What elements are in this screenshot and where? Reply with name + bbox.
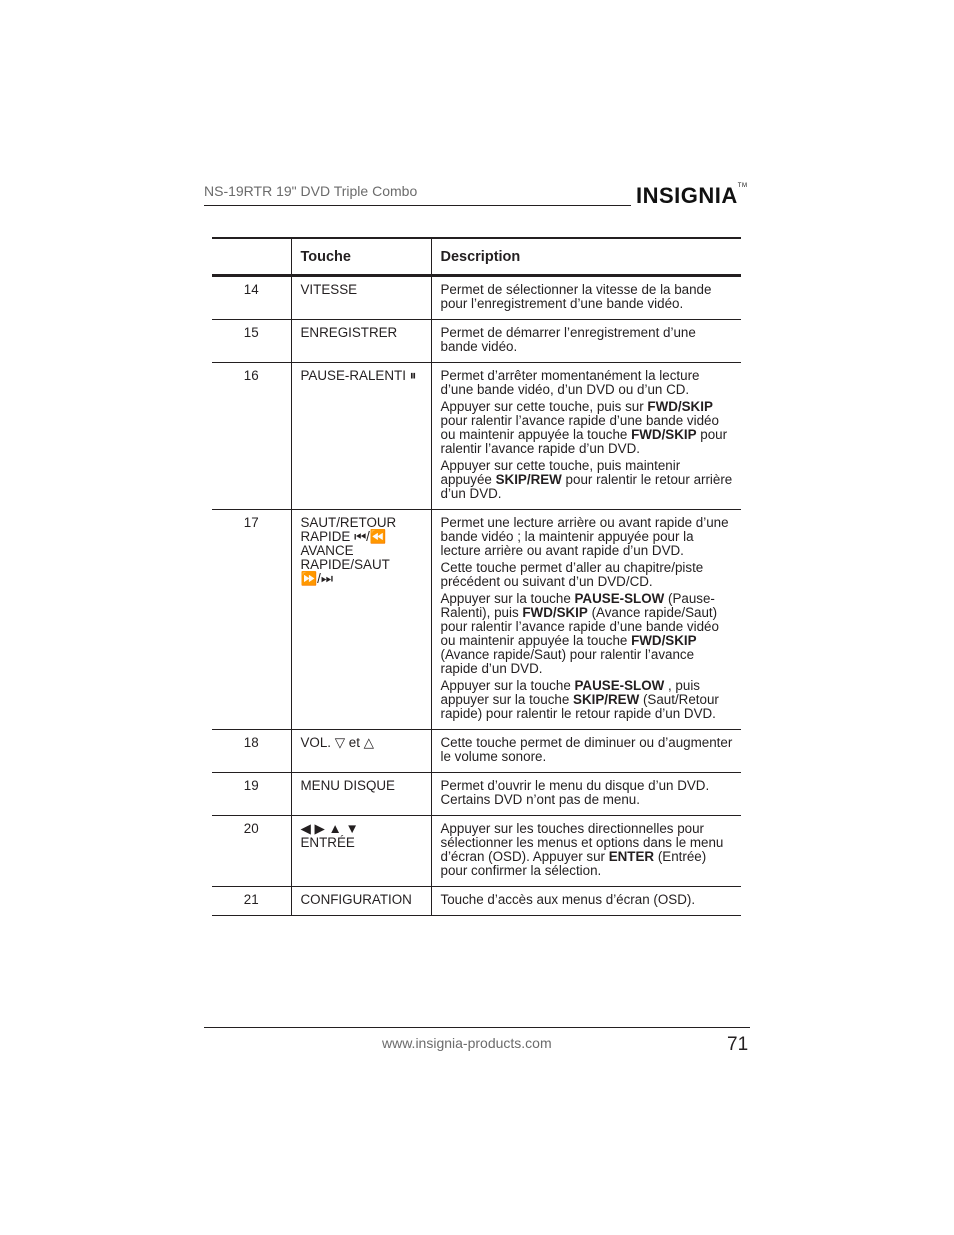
button-name-emphasis: SKIP/REW (495, 472, 562, 487)
description-text: Appuyer sur la touche (440, 678, 575, 693)
description-paragraph (441, 679, 734, 721)
key-name-line: MENU DISQUE (300, 778, 395, 793)
table-row (212, 510, 741, 730)
description-text: , puis appuyer sur la touche (440, 678, 700, 707)
table-row (212, 276, 741, 320)
key-name-cell (291, 363, 431, 510)
description-cell (431, 730, 741, 773)
description-text: Appuyer sur cette touche, puis sur (440, 399, 648, 414)
description-text: Appuyer sur cette touche, puis maintenir appuyée (440, 458, 681, 487)
row-number: 15 (243, 325, 259, 340)
description-paragraph (441, 893, 734, 907)
button-name-emphasis: PAUSE-SLOW (574, 678, 665, 693)
key-name-line: PAUSE-RALENTI ⏸ (300, 368, 417, 383)
description-text: Permet d’ouvrir le menu du disque d’un DVD. Certains DVD n’ont pas de menu. (440, 778, 710, 807)
description-text: pour ralentir le retour arrière d’un DVD. (440, 472, 733, 501)
table-row (212, 887, 741, 916)
key-name-cell (291, 773, 431, 816)
description-text: Permet d’arrêter momentanément la lecture d’une bande vidéo, d’un DVD ou d’un CD. (440, 368, 700, 397)
logo-trademark: TM (737, 183, 748, 189)
description-text: Appuyer sur la touche (440, 591, 575, 606)
key-name-line: ◀ ▶ ▲ ▼ (300, 821, 359, 836)
description-text: (Entrée) pour confirmer la sélection. (440, 849, 707, 878)
description-text: (Avance rapide/Saut) pour ralentir l’avance rapide d’une bande vidéo ou maintenir appuyée la touche (440, 605, 719, 648)
logo-text: INSIGNIA (636, 183, 738, 208)
key-name-line: ENREGISTRER (300, 325, 398, 340)
description-paragraph (441, 736, 734, 764)
table-row (212, 816, 741, 887)
description-paragraph (441, 283, 734, 311)
description-cell (431, 510, 741, 730)
description-paragraph (441, 516, 734, 558)
column-header-number (212, 238, 291, 276)
table-body (212, 276, 741, 916)
key-name-line: RAPIDE ⏮/⏪ (300, 529, 387, 544)
description-text: Permet une lecture arrière ou avant rapide d’une bande vidéo ; la maintenir appuyée pour la lecture arrière ou avant rapide d’un DVD. (440, 515, 729, 558)
page-number: 71 (727, 1034, 749, 1055)
description-text: Appuyer sur les touches directionnelles pour sélectionner les menus et options dans le menu d’écran (OSD). Appuyer sur (440, 821, 724, 864)
key-name-line: RAPIDE/SAUT (300, 557, 390, 572)
button-name-emphasis: FWD/SKIP (647, 399, 713, 414)
button-name-emphasis: SKIP/REW (573, 692, 640, 707)
column-header-key: Touche (291, 238, 431, 276)
website-url: www.insignia-products.com (382, 1035, 552, 1051)
description-text: pour ralentir l’avance rapide d’un DVD. (440, 427, 728, 456)
description-paragraph (441, 369, 734, 397)
key-name-line: CONFIGURATION (300, 892, 412, 907)
insignia-logo (636, 183, 747, 209)
description-text: Permet de sélectionner la vitesse de la bande pour l’enregistrement d’une bande vidéo. (440, 282, 712, 311)
remote-keys-table (212, 237, 741, 916)
description-text: (Avance rapide/Saut) pour ralentir l’avance rapide d’un DVD. (440, 647, 695, 676)
key-name-cell (291, 276, 431, 320)
row-number: 16 (243, 368, 259, 383)
row-number: 14 (243, 282, 259, 297)
key-name-line: ⏩/⏭ (300, 571, 333, 586)
key-name-cell (291, 510, 431, 730)
button-name-emphasis: FWD/SKIP (631, 633, 697, 648)
footer-divider (204, 1027, 750, 1028)
description-cell (431, 887, 741, 916)
key-name-line: VOL. ▽ et △ (300, 735, 374, 750)
document-title: NS-19RTR 19" DVD Triple Combo (204, 183, 418, 199)
button-name-emphasis: PAUSE-SLOW (574, 591, 665, 606)
description-paragraph (441, 561, 734, 589)
description-text: Cette touche permet d’aller au chapitre/piste précédent ou suivant d’un DVD/CD. (440, 560, 704, 589)
key-name-line: VITESSE (300, 282, 358, 297)
key-name-line: SAUT/RETOUR (300, 515, 397, 530)
key-name-cell (291, 730, 431, 773)
description-paragraph (441, 779, 734, 807)
row-number: 20 (243, 821, 259, 836)
description-text: pour ralentir l’avance rapide d’une bande vidéo ou maintenir appuyée la touche (440, 413, 719, 442)
row-number: 19 (243, 778, 259, 793)
description-paragraph (441, 459, 734, 501)
table-row (212, 320, 741, 363)
description-cell (431, 363, 741, 510)
button-name-emphasis: ENTER (608, 849, 655, 864)
key-name-line: ENTRÉE (300, 835, 355, 850)
description-text: Touche d’accès aux menus d’écran (OSD). (440, 892, 696, 907)
description-paragraph (441, 326, 734, 354)
table-row (212, 773, 741, 816)
description-cell (431, 773, 741, 816)
row-number: 18 (243, 735, 259, 750)
description-text: Cette touche permet de diminuer ou d’augmenter le volume sonore. (440, 735, 733, 764)
key-name-line: AVANCE (300, 543, 354, 558)
description-paragraph (441, 592, 734, 676)
row-number: 21 (243, 892, 259, 907)
description-cell (431, 276, 741, 320)
description-cell (431, 320, 741, 363)
description-cell (431, 816, 741, 887)
table-row (212, 730, 741, 773)
row-number: 17 (243, 515, 259, 530)
description-text: (Saut/Retour rapide) pour ralentir le retour rapide d’un DVD. (440, 692, 719, 721)
description-text: Permet de démarrer l’enregistrement d’une bande vidéo. (440, 325, 696, 354)
description-text: (Pause-Ralenti), puis (440, 591, 715, 620)
description-paragraph (441, 400, 734, 456)
table-row (212, 363, 741, 510)
key-name-cell (291, 816, 431, 887)
key-name-cell (291, 320, 431, 363)
header-divider (204, 205, 631, 206)
key-name-cell (291, 887, 431, 916)
button-name-emphasis: FWD/SKIP (631, 427, 697, 442)
column-header-description: Description (431, 238, 741, 276)
button-name-emphasis: FWD/SKIP (522, 605, 588, 620)
description-paragraph (441, 822, 734, 878)
table-header-row (212, 238, 741, 276)
